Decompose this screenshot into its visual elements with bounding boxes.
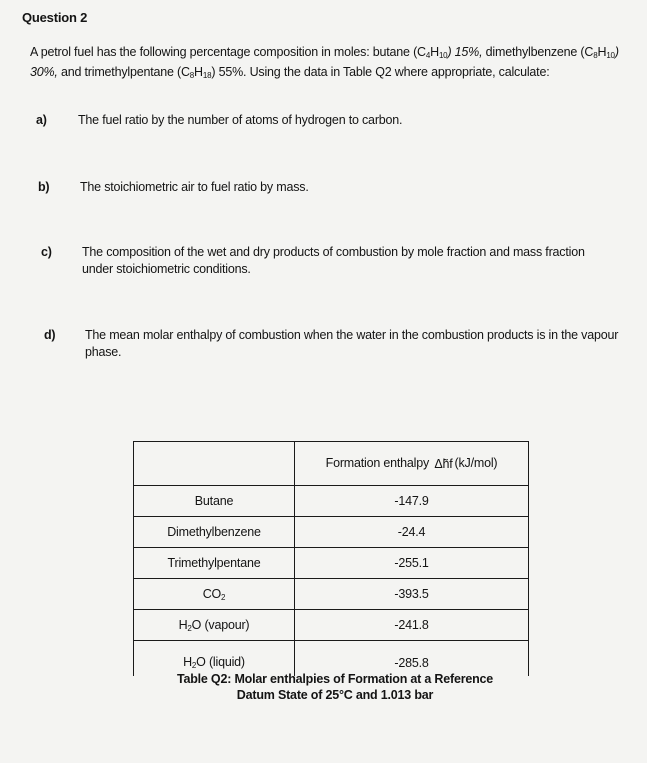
part-text: The composition of the wet and dry products of combustion by mole fraction and mass fraction under stoichiometric conditions. [82, 245, 585, 276]
row-name: Dimethylbenzene [134, 517, 295, 548]
caption-line-1: Table Q2: Molar enthalpies of Formation at a Reference [176, 672, 494, 686]
table-header-row [134, 442, 529, 486]
row-value: -24.4 [295, 517, 529, 548]
table-row [134, 486, 529, 517]
part-label: b) [38, 180, 50, 194]
table-row [134, 517, 529, 548]
row-value: -147.9 [295, 486, 529, 517]
row-value: -393.5 [295, 579, 529, 610]
enthalpy-symbol: Δh̃f [434, 456, 453, 471]
row-value: -241.8 [295, 610, 529, 641]
table-row [134, 610, 529, 641]
part-label: a) [36, 113, 47, 127]
part-text: The stoichiometric air to fuel ratio by mass. [80, 180, 309, 194]
part-text: The fuel ratio by the number of atoms of hydrogen to carbon. [78, 113, 403, 127]
table-caption [130, 671, 540, 703]
row-name: $H_2O$ (vapour) [134, 610, 295, 641]
table-row [134, 548, 529, 579]
question-heading: Question 2 [22, 10, 88, 25]
row-name: $H_2O$ (liquid) [134, 641, 295, 677]
part-label: c) [41, 245, 52, 259]
row-value: -285.8 [295, 641, 529, 677]
row-value: -255.1 [295, 548, 529, 579]
question-intro: A petrol fuel has the following percentage composition in moles: butane $(C_4H_{10})$ 15%, dimethylbenzene $(C_8H_{10})$ 30%, and trimethylpentane $(C_8H_{18})$ 55%. Using the data in Table Q2 where appropriate, calculate: [30, 45, 619, 80]
enthalpy-table [133, 441, 529, 676]
table-header-formation-enthalpy: Formation enthalpy Δh̃f (kJ/mol) [295, 442, 529, 486]
part-label: d) [44, 328, 56, 342]
table-header-empty [134, 442, 295, 486]
part-text: The mean molar enthalpy of combustion when the water in the combustion products is in the vapour phase. [85, 328, 619, 359]
row-name: Trimethylpentane [134, 548, 295, 579]
table-row [134, 579, 529, 610]
caption-line-2: Datum State of 25°C and 1.013 bar [236, 688, 434, 702]
row-name: $CO_2$ [134, 579, 295, 610]
row-name: Butane [134, 486, 295, 517]
